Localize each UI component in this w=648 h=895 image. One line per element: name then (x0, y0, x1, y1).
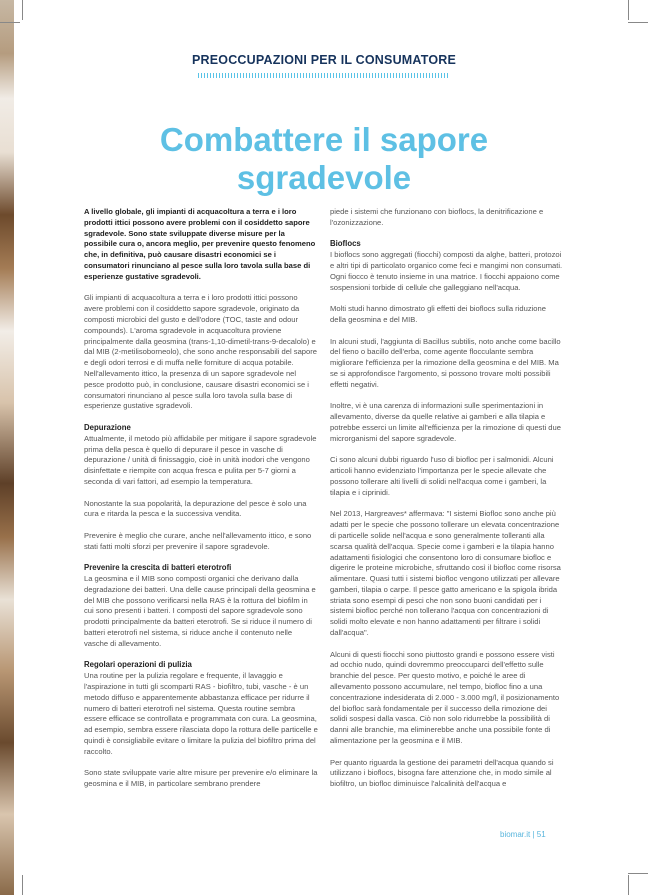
paragraph: Inoltre, vi è una carenza di informazioni sulle sperimentazioni in allevamento, diverse da quelle relative ai gamberi e alla tilapia e potrebbe esserci un limite all'efficienza per la rimozione di questi due microrganismi del sapore sgradevole. (330, 401, 561, 443)
crop-mark (628, 875, 629, 895)
paragraph: Una routine per la pulizia regolare e frequente, il lavaggio e l'aspirazione in tutti gli scomparti RAS - biofiltro, tubi, vasche - è un metodo diffuso e apparentemente abbastanza efficace per ridurre il numero di batteri eterotrofi nel sistema. Questa routine sembra essere efficace se controllata e programmata con cura. La geosmina, ad esempio, sembra essere rilasciata dopo la rottura delle particelle e quindi è consigliabile evitare o limitare la pulizia del biofiltro prima del raccolto. (84, 671, 318, 756)
subheading-depurazione: Depurazione (84, 422, 131, 432)
subheading-prevenire: Prevenire la crescita di batteri eterotrofi (84, 563, 232, 573)
paragraph: Attualmente, il metodo più affidabile per mitigare il sapore sgradevole prima della pesca è quello di depurare il pesce in vasche di depurazione / unità di finissaggio, cioè in unità inodori che vengono disinfettate e riempite con acqua fresca e pulita per 5-7 giorni a seconda di vari fattori, ad esempio la temperatura. (84, 433, 317, 486)
article-title-line-2: sgradevole (236, 159, 412, 196)
paragraph: Molti studi hanno dimostrato gli effetti dei bioflocs sulla riduzione della geosmina e del MIB. (330, 304, 546, 324)
paragraph: piede i sistemi che funzionano con bioflocs, la denitrificazione e l'ozonizzazione. (330, 207, 544, 227)
article-title-line-1: Combattere il sapore (159, 121, 489, 158)
paragraph: Alcuni di questi fiocchi sono piuttosto grandi e possono essere visti ad occhio nudo, quindi dovremmo preoccuparci dell'effetto sulle branchie del pesce. Per questo motivo, e poiché le aree di allevamento possono accumulare, nel tempo, biofloc fino a una concentrazione indesiderata di 2.000 - 3.000 mg/l, il posizionamento del biofloc sarà fondamentale per il successo della rimozione dei solidi sospesi dalla vasca. Ciò non solo ridurrebbe la possibilità di danni alle branchie, ma eliminerebbe anche una possibile fonte di alimentazione per la geosmina e il MIB. (330, 649, 560, 746)
paragraph: Nonostante la sua popolarità, la depurazione del pesce è solo una cura e ritarda la pesca e la successiva vendita. (84, 498, 307, 519)
article-title (0, 121, 648, 197)
crop-mark (628, 22, 648, 23)
crop-mark (22, 0, 23, 20)
paragraph: I bioflocs sono aggregati (fiocchi) composti da alghe, batteri, protozoi e altri tipi di particolato organico come feci e mangimi non consumati. Ogni fiocco è tenuto insieme in una matrice. I fiocchi appaiono come sospensioni torbide di cellule che galleggiano nell'acqua. (330, 250, 563, 292)
paragraph: In alcuni studi, l'aggiunta di Bacillus subtilis, noto anche come bacillo del fieno o bacillo dell'erba, come agente flocculante sembra migliorare l'efficienza per la rimozione della geosmina e del MIB. Ma se si approfondisce l'argomento, si possono trovare molti possibili effetti negativi. (330, 336, 561, 389)
paragraph: Per quanto riguarda la gestione dei parametri dell'acqua quando si utilizzano i bioflocs, bisogna fare attenzione che, in modo simile al biofiltro, un biofloc diminuisce l'alcalinità dell'acqua e (330, 757, 554, 789)
crop-mark (0, 22, 20, 23)
crop-mark (628, 873, 648, 874)
paragraph: La geosmina e il MIB sono composti organici che derivano dalla degradazione dei batteri. Una delle cause principali della geosmina e del MIB che possono verificarsi nella RAS è la rottura del biofilm in cui sono presenti i batteri. I composti del sapore sgradevole sono prodotti principalmente da batteri eterotrofi. Se si riduce il numero di batteri eterotrofi nel sistema, si riduce anche il contenuto nelle vasche di allevamento. (84, 574, 316, 648)
left-column (84, 207, 318, 801)
subheading-pulizia: Regolari operazioni di pulizia (84, 660, 192, 670)
right-column (330, 207, 564, 801)
lead-paragraph: A livello globale, gli impianti di acquacoltura a terra e i loro prodotti ittici possono avere problemi con il cosiddetto sapore sgradevole. Sono state sviluppate diverse misure per la possibile cura o, ancora meglio, per prevenire questo fenomeno che, in definitiva, può causare disastri economici se i consumatori rinunciano al pesce sulla loro tavola sulla base di esperienze gustative sgradevoli. (84, 207, 316, 281)
paragraph: Nel 2013, Hargreaves* affermava: "I sistemi Biofloc sono anche più adatti per le specie che possono tollerare un elevata concentrazione di particelle solide nell'acqua e sono generalmente tolleranti alla scarsa qualità dell'acqua. Specie come i gamberi e la tilapia hanno adattamenti fisiologici che consentono loro di consumare biofloc e digerire le proteine microbiche, sfruttando così il biofloc come risorsa alimentare. Quasi tutti i sistemi biofloc vengono utilizzati per allevare gamberi, tilapia o carpe. Il pesce gatto americano e la spigola ibrida striata sono esempi di pesci che non sono buoni candidati per i sistemi biofloc perché non tollerano l'acqua con concentrazioni di solidi molto elevate e non hanno adattamenti per filtrare i solidi dall'acqua". (330, 509, 561, 638)
paragraph: Prevenire è meglio che curare, anche nell'allevamento ittico, e sono stati fatti molti sforzi per prevenire il sapore sgradevole. (84, 530, 312, 551)
paragraph: Gli impianti di acquacoltura a terra e i loro prodotti ittici possono avere problemi con il cosiddetto sapore sgradevole, originato da composti microbici del gusto e dell'odore (TOC, taste and odour compounds). L'aroma sgradevole in acquacoltura proviene principalmente dalla geosmina (trans-1,10-dimetil-trans-9-decalolo) e dal MIB (2-metilisoborneolo), che sono anche responsabili del sapore e degli odori terrosi e di muffa nelle forniture di acqua potabile. Nell'allevamento ittico, la presenza di un sapore sgradevole nel pesce prodotto può, in conclusione, causare disastri economici se i consumatori rinunciano al pesce sulla loro tavola sulla base di esperienze gustative sgradevoli. (84, 293, 318, 411)
paragraph: Sono state sviluppate varie altre misure per prevenire e/o eliminare la geosmina e il MIB, in particolare sembrano prendere (84, 768, 318, 789)
page-footer: biomar.it | 51 (500, 830, 546, 839)
crop-mark (628, 0, 629, 20)
section-title: PREOCCUPAZIONI PER IL CONSUMATORE (191, 53, 457, 67)
dotted-divider (198, 73, 450, 78)
paragraph: Ci sono alcuni dubbi riguardo l'uso di biofloc per i salmonidi. Alcuni articoli hanno evidenziato l'importanza per le specie allevate che possono tollerare alti livelli di solidi nell'acqua come i gamberi, la tilapia e i ciprinidi. (330, 455, 554, 497)
crop-mark (22, 875, 23, 895)
subheading-bioflocs: Bioflocs (330, 239, 361, 249)
